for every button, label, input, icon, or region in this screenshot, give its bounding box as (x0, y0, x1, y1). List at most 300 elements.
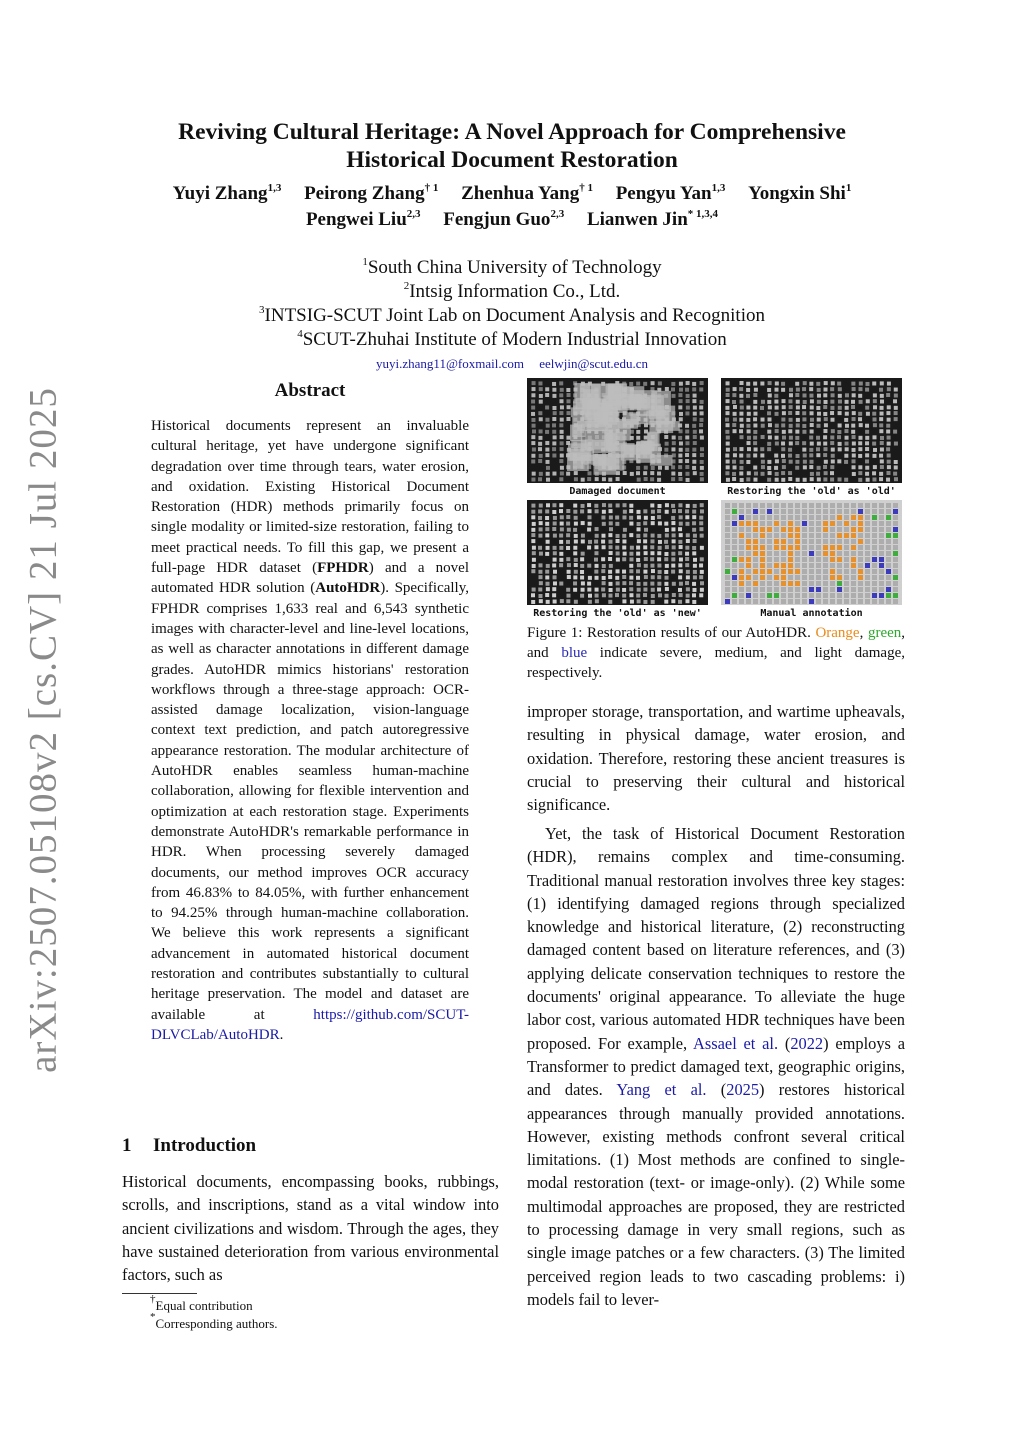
glyph-mark (816, 503, 821, 508)
glyph-mark (594, 504, 598, 508)
glyph-mark (795, 545, 800, 550)
glyph-mark (795, 509, 800, 514)
glyph-mark (746, 587, 751, 592)
glyph-mark (852, 435, 856, 439)
glyph-mark (573, 510, 577, 514)
glyph-mark (567, 393, 571, 397)
glyph-mark (865, 527, 870, 532)
glyph-mark (636, 382, 640, 386)
glyph-mark (692, 460, 696, 464)
glyph-mark (685, 552, 689, 556)
glyph-mark (774, 551, 779, 556)
glyph-mark (893, 430, 897, 434)
glyph-mark (823, 581, 828, 586)
glyph-mark (679, 515, 683, 519)
glyph-mark (651, 510, 655, 514)
glyph-mark (802, 441, 806, 445)
glyph-mark (581, 588, 585, 592)
glyph-mark (657, 582, 661, 586)
glyph-mark (651, 516, 655, 520)
glyph-mark (602, 593, 606, 597)
glyph-mark (753, 581, 758, 586)
glyph-mark (573, 588, 577, 592)
glyph-mark (859, 423, 863, 427)
glyph-mark (774, 545, 779, 550)
glyph-mark (809, 465, 813, 469)
glyph-mark (858, 551, 863, 556)
glyph-mark (746, 503, 751, 508)
glyph-mark (809, 599, 814, 604)
glyph-mark (760, 521, 765, 526)
glyph-mark (740, 400, 744, 404)
glyph-mark (622, 515, 626, 519)
glyph-mark (657, 557, 661, 561)
glyph-mark (630, 472, 634, 476)
glyph-mark (594, 540, 598, 544)
glyph-mark (788, 448, 792, 452)
citation-year-link[interactable]: 2025 (726, 1080, 760, 1100)
glyph-mark (774, 593, 779, 598)
glyph-mark (573, 581, 577, 585)
glyph-mark (532, 381, 536, 385)
glyph-mark (531, 504, 535, 508)
glyph-mark (672, 545, 676, 549)
glyph-mark (865, 406, 869, 410)
glyph-mark (651, 594, 655, 598)
glyph-mark (823, 557, 828, 562)
glyph-mark (560, 430, 564, 434)
glyph-mark (746, 418, 750, 422)
glyph-mark (844, 575, 849, 580)
glyph-mark (665, 387, 669, 391)
glyph-mark (732, 503, 737, 508)
glyph-mark (699, 521, 703, 525)
glyph-mark (658, 504, 662, 508)
glyph-mark (796, 418, 800, 422)
glyph-mark (753, 527, 758, 532)
glyph-mark (679, 582, 683, 586)
glyph-mark (580, 509, 584, 513)
glyph-mark (865, 545, 870, 550)
glyph-mark (781, 599, 786, 604)
glyph-mark (658, 546, 662, 550)
arxiv-identifier: arXiv:2507.05108v2 [cs.CV] 21 Jul 2025 (21, 387, 65, 1073)
email-link[interactable]: yuyi.zhang11@foxmail.com (376, 356, 524, 371)
glyph-mark (664, 582, 668, 586)
github-link[interactable]: https://github.com/SCUT-DLVCLab/AutoHDR (151, 1006, 469, 1043)
glyph-mark (851, 593, 856, 598)
glyph-mark (781, 527, 786, 532)
glyph-mark (837, 599, 842, 604)
glyph-mark (746, 424, 750, 428)
glyph-mark (809, 581, 814, 586)
glyph-mark (802, 417, 806, 421)
glyph-mark (739, 527, 744, 532)
glyph-mark (733, 387, 737, 391)
glyph-mark (685, 522, 689, 526)
glyph-mark (879, 454, 883, 458)
glyph-mark (795, 581, 800, 586)
glyph-mark (651, 534, 655, 538)
glyph-mark (532, 522, 536, 526)
glyph-mark (630, 546, 634, 550)
glyph-mark (816, 406, 820, 410)
glyph-mark (796, 405, 800, 409)
glyph-mark (622, 534, 626, 538)
glyph-mark (657, 551, 661, 555)
glyph-mark (651, 569, 655, 573)
glyph-mark (795, 503, 800, 508)
glyph-mark (732, 509, 737, 514)
glyph-mark (746, 551, 751, 556)
glyph-mark (692, 448, 696, 452)
glyph-mark (879, 477, 883, 481)
glyph-mark (615, 593, 619, 597)
glyph-mark (657, 515, 661, 519)
glyph-mark (817, 412, 821, 416)
glyph-mark (781, 581, 786, 586)
glyph-mark (538, 534, 542, 538)
glyph-mark (844, 509, 849, 514)
glyph-mark (844, 581, 849, 586)
glyph-mark (546, 564, 550, 568)
glyph-mark (893, 545, 898, 550)
glyph-mark (559, 509, 563, 513)
glyph-mark (803, 453, 807, 457)
glyph-mark (566, 472, 570, 476)
glyph-mark (671, 521, 675, 525)
glyph-mark (789, 405, 793, 409)
glyph-mark (622, 557, 626, 561)
glyph-mark (739, 587, 744, 592)
glyph-mark (552, 527, 556, 531)
glyph-mark (851, 569, 856, 574)
glyph-mark (560, 388, 564, 392)
glyph-mark (894, 460, 898, 464)
glyph-mark (651, 381, 655, 385)
glyph-mark (693, 417, 697, 421)
glyph-mark (531, 533, 535, 537)
footnote-rule (122, 1293, 197, 1294)
glyph-mark (622, 588, 626, 592)
glyph-mark (725, 563, 730, 568)
glyph-mark (865, 503, 870, 508)
glyph-mark (608, 533, 612, 537)
glyph-mark (539, 387, 543, 391)
glyph-mark (858, 521, 863, 526)
glyph-mark (678, 405, 682, 409)
glyph-mark (880, 406, 884, 410)
glyph-mark (816, 472, 820, 476)
glyph-mark (880, 394, 884, 398)
glyph-mark (725, 587, 730, 592)
glyph-mark (679, 569, 683, 573)
glyph-mark (830, 575, 835, 580)
glyph-mark (532, 429, 536, 433)
glyph-mark (532, 546, 536, 550)
glyph-mark (664, 522, 668, 526)
glyph-mark (886, 424, 890, 428)
damage-patch (580, 384, 601, 400)
glyph-mark (774, 563, 779, 568)
glyph-mark (830, 387, 834, 391)
glyph-mark (587, 527, 591, 531)
glyph-mark (893, 521, 898, 526)
glyph-mark (658, 466, 662, 470)
glyph-mark (879, 569, 884, 574)
glyph-mark (671, 599, 675, 603)
glyph-mark (531, 454, 535, 458)
damage-patch (630, 414, 647, 424)
glyph-mark (546, 600, 550, 604)
glyph-mark (809, 551, 814, 556)
glyph-mark (802, 545, 807, 550)
glyph-mark (809, 563, 814, 568)
glyph-mark (824, 460, 828, 464)
glyph-mark (823, 551, 828, 556)
glyph-mark (865, 453, 869, 457)
glyph-mark (781, 563, 786, 568)
glyph-mark (574, 534, 578, 538)
glyph-mark (622, 575, 626, 579)
glyph-mark (789, 441, 793, 445)
glyph-mark (746, 477, 750, 481)
glyph-mark (546, 503, 550, 507)
glyph-mark (781, 569, 786, 574)
glyph-mark (788, 454, 792, 458)
glyph-mark (539, 417, 543, 421)
glyph-mark (753, 417, 757, 421)
glyph-mark (740, 460, 744, 464)
glyph-mark (686, 587, 690, 591)
glyph-mark (865, 430, 869, 434)
glyph-mark (837, 533, 842, 538)
glyph-mark (747, 441, 751, 445)
glyph-mark (732, 533, 737, 538)
glyph-mark (795, 599, 800, 604)
glyph-mark (559, 582, 563, 586)
email-link[interactable]: eelwjin@scut.edu.cn (539, 356, 648, 371)
glyph-mark (761, 460, 765, 464)
glyph-mark (879, 539, 884, 544)
glyph-mark (651, 466, 655, 470)
damage-patch (611, 443, 634, 458)
glyph-mark (636, 546, 640, 550)
glyph-mark (809, 503, 814, 508)
author: Pengyu Yan$^{1,3}$ (615, 182, 726, 204)
glyph-mark (795, 382, 799, 386)
glyph-mark (725, 418, 729, 422)
glyph-mark (823, 569, 828, 574)
glyph-mark (788, 515, 793, 520)
glyph-mark (531, 510, 535, 514)
glyph-mark (774, 515, 779, 520)
glyph-mark (781, 503, 786, 508)
glyph-mark (573, 528, 577, 532)
glyph-mark (767, 509, 772, 514)
glyph-mark (879, 563, 884, 568)
glyph-mark (693, 558, 697, 562)
glyph-mark (622, 570, 626, 574)
abstract-heading: Abstract (274, 380, 346, 401)
author: Peirong Zhang$^{\dagger 1}$ (304, 182, 439, 204)
glyph-mark (781, 447, 785, 451)
glyph-mark (886, 521, 891, 526)
glyph-mark (616, 539, 620, 543)
glyph-mark (858, 478, 862, 482)
citation-link[interactable]: Assael et al. (693, 1033, 779, 1053)
glyph-mark (816, 436, 820, 440)
glyph-mark (746, 545, 751, 550)
glyph-mark (538, 447, 542, 451)
glyph-mark (865, 587, 870, 592)
glyph-mark (732, 477, 736, 481)
glyph-mark (781, 551, 786, 556)
glyph-mark (678, 575, 682, 579)
glyph-mark (650, 503, 654, 507)
glyph-mark (767, 563, 772, 568)
glyph-mark (538, 509, 542, 513)
glyph-mark (726, 393, 730, 397)
glyph-mark (553, 558, 557, 562)
glyph-mark (865, 382, 869, 386)
glyph-mark (538, 570, 542, 574)
glyph-mark (816, 509, 821, 514)
glyph-mark (732, 545, 737, 550)
glyph-mark (609, 545, 613, 549)
glyph-mark (693, 412, 697, 416)
glyph-mark (636, 436, 640, 440)
citation-link[interactable]: Yang et al. (616, 1080, 707, 1100)
glyph-mark (595, 594, 599, 598)
glyph-mark (844, 460, 848, 464)
glyph-mark (788, 527, 793, 532)
glyph-mark (767, 388, 771, 392)
glyph-mark (692, 466, 696, 470)
glyph-mark (740, 435, 744, 439)
glyph-mark (809, 515, 814, 520)
glyph-mark (559, 546, 563, 550)
glyph-mark (872, 569, 877, 574)
glyph-mark (560, 418, 564, 422)
glyph-mark (637, 515, 641, 519)
glyph-mark (824, 423, 828, 427)
glyph-mark (699, 527, 703, 531)
glyph-mark (781, 539, 786, 544)
glyph-mark (858, 441, 862, 445)
glyph-mark (788, 557, 793, 562)
glyph-mark (775, 424, 779, 428)
glyph-mark (740, 381, 744, 385)
glyph-mark (679, 545, 683, 549)
glyph-mark (559, 393, 563, 397)
glyph-mark (858, 539, 863, 544)
glyph-mark (658, 381, 662, 385)
glyph-mark (732, 521, 737, 526)
glyph-mark (679, 459, 683, 463)
glyph-mark (872, 599, 877, 604)
glyph-mark (830, 521, 835, 526)
glyph-mark (594, 558, 598, 562)
glyph-mark (685, 546, 689, 550)
glyph-mark (686, 575, 690, 579)
glyph-mark (795, 569, 800, 574)
affiliation: $^2$Intsig Information Co., Ltd. (403, 280, 621, 302)
glyph-mark (739, 418, 743, 422)
glyph-mark (560, 599, 564, 603)
glyph-mark (844, 551, 849, 556)
glyph-mark (809, 569, 814, 574)
glyph-mark (753, 441, 757, 445)
glyph-mark (553, 546, 557, 550)
glyph-mark (823, 563, 828, 568)
glyph-mark (837, 575, 842, 580)
glyph-mark (725, 454, 729, 458)
glyph-mark (830, 515, 835, 520)
glyph-mark (679, 557, 683, 561)
glyph-mark (679, 412, 683, 416)
glyph-mark (700, 534, 704, 538)
glyph-mark (788, 509, 793, 514)
glyph-mark (753, 509, 758, 514)
glyph-mark (545, 533, 549, 537)
glyph-mark (830, 471, 834, 475)
glyph-mark (671, 504, 675, 508)
glyph-mark (657, 471, 661, 475)
glyph-mark (692, 546, 696, 550)
glyph-mark (665, 442, 669, 446)
glyph-mark (672, 441, 676, 445)
glyph-mark (760, 575, 765, 580)
glyph-mark (845, 400, 849, 404)
glyph-mark (538, 436, 542, 440)
glyph-mark (837, 563, 842, 568)
glyph-mark (851, 545, 856, 550)
section-heading: 1 Introduction (122, 1135, 257, 1156)
glyph-mark (830, 477, 834, 481)
glyph-mark (740, 478, 744, 482)
glyph-mark (872, 593, 877, 598)
figure-caption: Figure 1: Restoration results of our AutoHDR. Orange, green, and blue indicate severe, medium, and light damage, respectively. (527, 625, 906, 681)
glyph-mark (726, 399, 730, 403)
glyph-mark (581, 534, 585, 538)
glyph-mark (760, 515, 765, 520)
glyph-mark (700, 447, 704, 451)
glyph-mark (859, 382, 863, 386)
glyph-mark (760, 587, 765, 592)
glyph-mark (546, 587, 550, 591)
glyph-mark (795, 527, 800, 532)
glyph-mark (629, 552, 633, 556)
glyph-mark (725, 551, 730, 556)
glyph-mark (726, 423, 730, 427)
glyph-mark (782, 405, 786, 409)
glyph-mark (837, 593, 842, 598)
glyph-mark (699, 405, 703, 409)
glyph-mark (774, 599, 779, 604)
glyph-mark (830, 539, 835, 544)
glyph-mark (760, 527, 765, 532)
glyph-mark (573, 575, 577, 579)
glyph-mark (803, 381, 807, 385)
glyph-mark (830, 599, 835, 604)
glyph-mark (693, 435, 697, 439)
glyph-mark (802, 569, 807, 574)
glyph-mark (816, 521, 821, 526)
glyph-mark (587, 503, 591, 507)
glyph-mark (553, 516, 557, 520)
citation-year-link[interactable]: 2022 (790, 1033, 824, 1053)
